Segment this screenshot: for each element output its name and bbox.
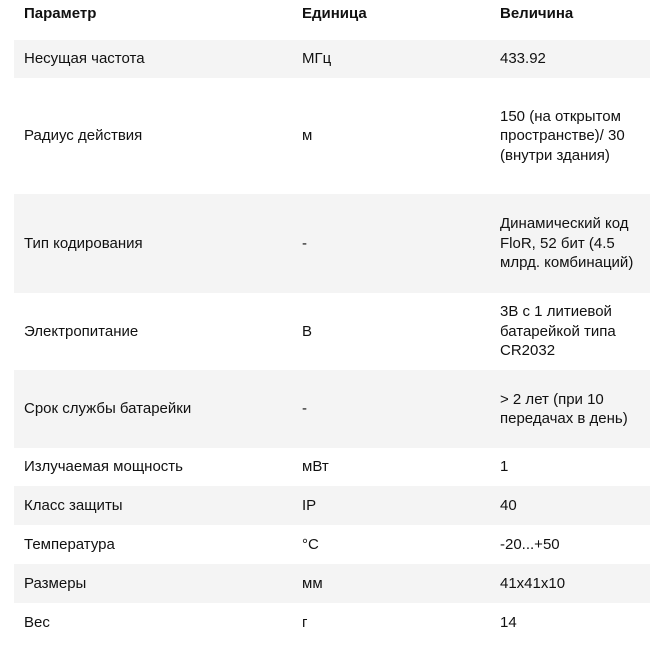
header-unit: Единица (302, 5, 367, 22)
table-header (14, 0, 650, 40)
row-param: Класс защиты (24, 496, 123, 514)
header-param: Параметр (24, 5, 97, 22)
table-row (14, 525, 650, 564)
row-param: Размеры (24, 574, 87, 592)
row-unit: мм (302, 574, 323, 592)
row-param: Несущая частота (24, 50, 145, 68)
row-unit: IP (302, 496, 317, 514)
row-value: Динамический код FloR, 52 бит (4.5 млрд. комбинаций) (500, 215, 634, 272)
table-row (14, 194, 650, 293)
row-unit: В (302, 322, 313, 340)
row-unit: °C (302, 535, 319, 553)
table-row (14, 370, 650, 448)
row-param: Срок службы батарейки (24, 400, 192, 418)
table-row (14, 293, 650, 370)
row-param: Температура (24, 535, 115, 553)
row-param: Вес (24, 613, 50, 631)
row-unit: м (302, 127, 313, 145)
table-row (14, 564, 650, 603)
table-row (14, 448, 650, 486)
row-value: 3В с 1 литиевой батарейкой типа CR2032 (500, 303, 616, 360)
table-row (14, 78, 650, 194)
row-param: Радиус действия (24, 127, 143, 145)
row-param: Электропитание (24, 322, 139, 340)
row-value: 14 (500, 613, 517, 631)
row-unit: г (302, 613, 308, 631)
table-row (14, 40, 650, 78)
row-unit: - (302, 234, 307, 252)
row-value: 41x41x10 (500, 574, 566, 592)
row-value: 1 (500, 458, 509, 476)
spec-table (14, 0, 650, 642)
row-param: Излучаемая мощность (24, 458, 183, 476)
row-value: -20...+50 (500, 535, 560, 553)
row-unit: - (302, 400, 307, 418)
row-value: 150 (на открытом пространстве)/ 30 (внутри здания) (500, 107, 625, 164)
row-value: 433.92 (500, 50, 546, 68)
row-unit: МГц (302, 50, 332, 68)
row-unit: мВт (302, 458, 329, 476)
header-value: Величина (500, 5, 574, 22)
row-value: > 2 лет (при 10 передачах в день) (500, 390, 628, 427)
table-row (14, 603, 650, 642)
row-value: 40 (500, 496, 517, 514)
table-row (14, 486, 650, 525)
row-param: Тип кодирования (24, 234, 143, 252)
